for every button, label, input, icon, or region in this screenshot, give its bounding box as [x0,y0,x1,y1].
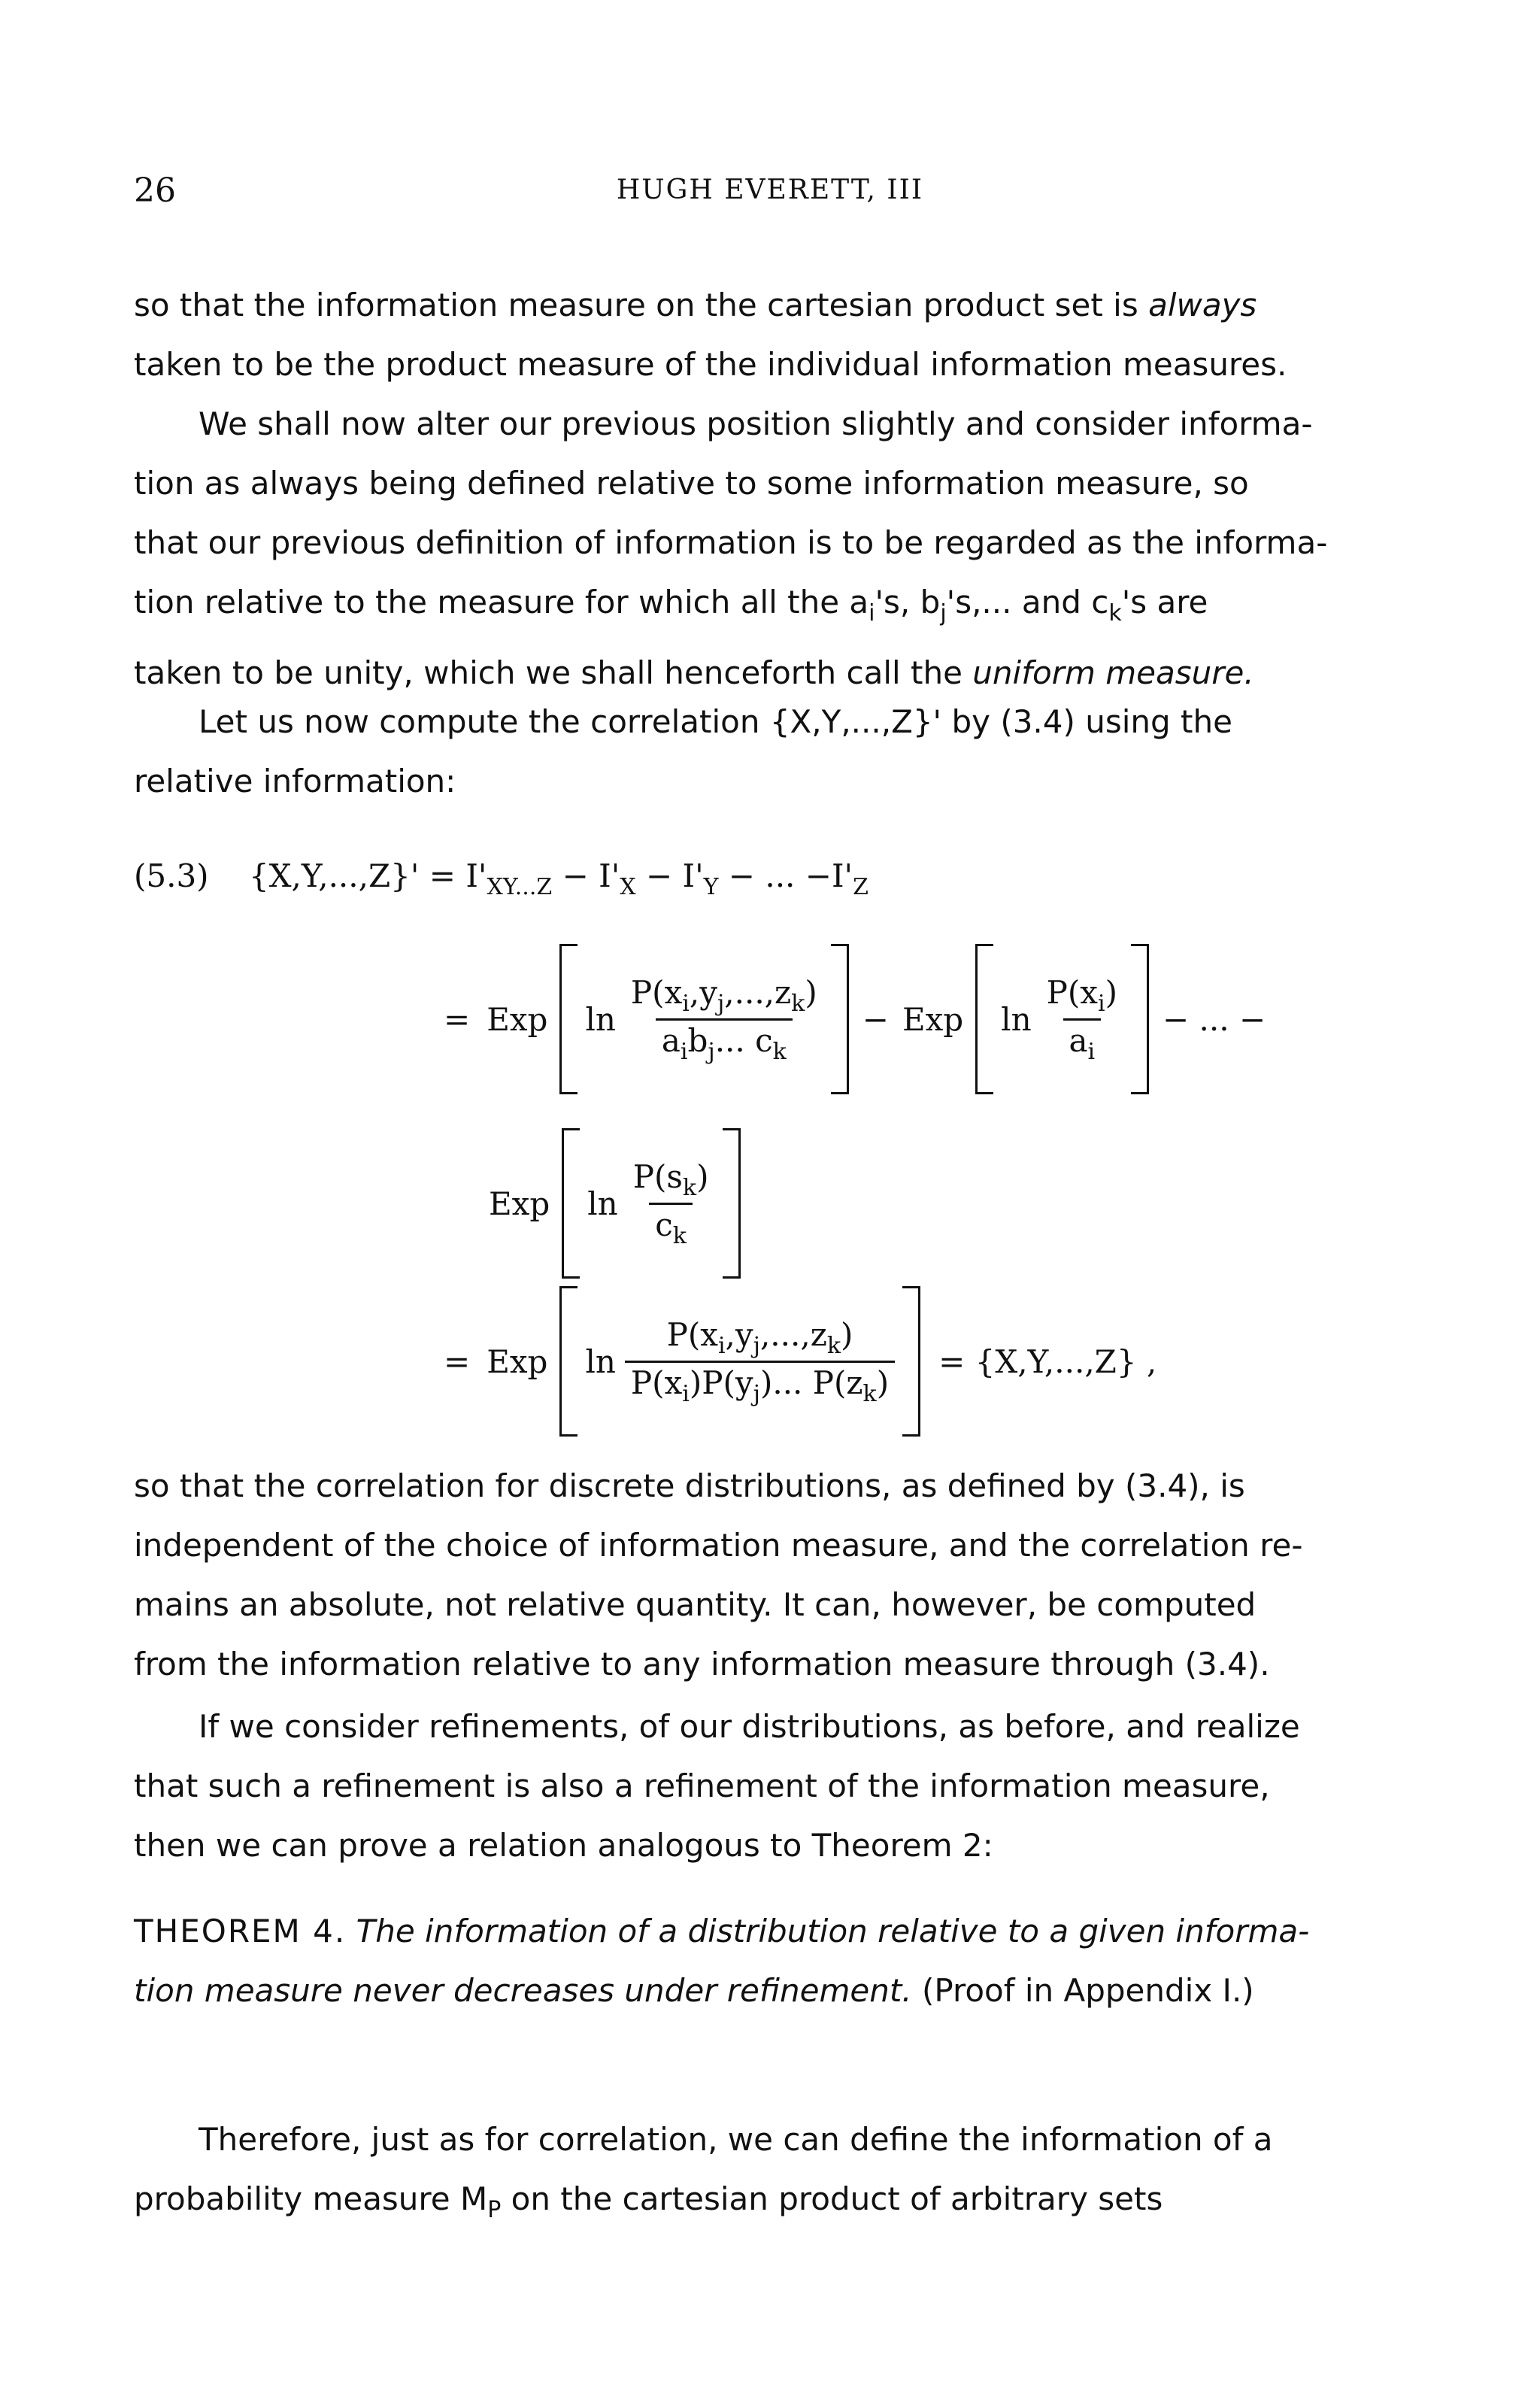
subscript: k [772,1038,787,1065]
text-line: If we consider refinements, of our distributions, as before, and realize [199,1708,1300,1745]
page-number: 26 [134,171,176,210]
paragraph-3 [134,692,1382,811]
text-line [134,572,1382,643]
text-line: that such a refinement is also a refinement of the information measure, [134,1767,1270,1804]
subscript: i [1087,1038,1096,1065]
math-span: ,...,z [724,973,792,1011]
math-span: b [687,1021,708,1059]
theorem-statement: The information of a distribution relative to a given informa- [346,1913,1310,1949]
equation-line-2 [444,944,1279,1094]
page-header [0,171,1540,217]
math-span: ) [841,1315,853,1353]
math-span: c [655,1206,673,1243]
text-line: mains an absolute, not relative quantity. It can, however, be computed [134,1586,1257,1623]
math-span: ... c [714,1021,773,1059]
paragraph-4 [134,1456,1382,1694]
equation-line-1 [134,857,869,900]
subscript: j [717,990,725,1017]
ln-operator: ln [587,1185,618,1222]
fraction [625,1316,895,1407]
right-bracket [831,944,849,1094]
denominator [625,1361,895,1407]
fraction [625,974,823,1065]
ln-operator: ln [585,1000,616,1038]
text-line: so that the correlation for discrete distributions, as defined by (3.4), is [134,1467,1245,1504]
math-span: ) [876,1364,890,1401]
math-span: ) [805,973,817,1011]
text-span: probability measure [134,2180,460,2217]
math-span: ,y [689,973,717,1011]
equation-lhs: {X,Y,...,Z}' = I' [248,857,487,894]
exp-operator: Exp [487,1343,548,1380]
text-line [134,1901,1382,1961]
subscript: j [753,1380,760,1407]
text-line [134,275,1382,335]
subscript: j [708,1038,715,1065]
emphasis: uniform measure. [972,654,1254,691]
text-span: so that the information measure on the cartesian product set is [134,287,1149,323]
exp-operator: Exp [487,1000,548,1038]
symbol-a: a [849,584,869,620]
text-line: Therefore, just as for correlation, we can define the information of a [199,2121,1273,2158]
subscript: k [682,1174,697,1201]
numerator [625,974,823,1018]
text-line [134,1961,1382,2020]
right-bracket [723,1128,741,1279]
math-span: − I' [635,857,704,894]
ln-operator: ln [1001,1000,1032,1038]
text-line: Let us now compute the correlation {X,Y,...,Z}' by (3.4) using the [199,703,1232,740]
theorem-4 [134,1901,1382,2020]
text-span: 's,... and [946,584,1092,620]
subscript: i [680,1038,688,1065]
numerator [1041,974,1123,1018]
bracket-group [559,944,848,1094]
symbol-b: b [920,584,941,620]
exp-operator: Exp [902,1000,964,1038]
numerator [661,1316,859,1361]
math-span: a [1069,1021,1088,1059]
math-span: )... P(z [759,1364,863,1401]
continuation: − ... − [1163,1000,1266,1038]
subscript: i [1098,990,1105,1017]
math-span: ) [696,1158,709,1195]
bracket-group [562,1128,740,1279]
subscript: Z [853,874,869,900]
paragraph-2 [134,394,1382,702]
running-head: HUGH EVERETT, III [616,174,924,205]
text-span: on the cartesian product of arbitrary sets [501,2180,1163,2217]
equation-line-4 [444,1286,1157,1437]
left-bracket [975,944,993,1094]
text-line: that our previous definition of information is to be regarded as the informa- [134,524,1328,561]
theorem-statement: tion measure never decreases under refinement. [134,1972,912,2009]
math-span: ,y [725,1315,753,1353]
theorem-label: THEOREM 4. [134,1913,347,1949]
math-span: − ... −I' [718,857,853,894]
text-line: then we can prove a relation analogous to Theorem 2: [134,1827,993,1864]
math-span: P(s [632,1158,683,1195]
ln-operator: ln [585,1343,616,1380]
left-bracket [559,1286,578,1437]
equation-number: (5.3) [134,857,209,894]
subscript: k [791,990,805,1017]
paragraph-5 [134,1697,1382,1875]
subscript: X [620,874,636,900]
text-span: 's are [1121,584,1208,620]
symbol-c: c [1091,584,1109,620]
math-span: P(x [1046,973,1098,1011]
text-span: taken to be unity, which we shall henceforth call the [134,654,973,691]
equation-result: = {X,Y,...,Z} , [938,1343,1157,1380]
math-span: ,...,z [759,1315,827,1353]
minus-sign: − [862,1000,889,1038]
math-span: P(x [630,1364,683,1401]
subscript: XY...Z [487,874,553,900]
denominator [656,1018,793,1065]
math-span: a [661,1021,681,1059]
paragraph-1 [134,275,1382,394]
text-line: tion as always being defined relative to some information measure, so [134,465,1249,502]
left-bracket [559,944,578,1094]
subscript: i [682,990,690,1017]
equals-sign: = [444,1343,471,1380]
denominator [1063,1018,1102,1065]
emphasis: always [1148,287,1257,323]
text-line: independent of the choice of information measure, and the correlation re- [134,1527,1303,1564]
bracket-group [975,944,1149,1094]
subscript: P [487,2197,502,2223]
subscript: j [753,1332,760,1359]
subscript: i [682,1380,690,1407]
numerator [627,1158,715,1203]
right-bracket [902,1286,920,1437]
math-span: ) [1105,973,1117,1011]
text-span: 's, [875,584,920,620]
text-line [134,2169,1382,2240]
text-span: tion relative to the measure for which all the [134,584,850,620]
subscript: Y [703,874,719,900]
subscript: k [672,1222,687,1249]
math-span: − I' [552,857,620,894]
fraction [627,1158,715,1249]
subscript: k [826,1332,841,1359]
left-bracket [562,1128,580,1279]
subscript: j [940,600,947,627]
symbol-m: M [459,2180,488,2217]
bracket-group [559,1286,920,1437]
text-line: relative information: [134,763,456,799]
paragraph-6 [134,2110,1382,2240]
equation-line-3 [489,1128,741,1279]
math-span: P(x [630,973,683,1011]
text-line: taken to be the product measure of the individual information measures. [134,346,1287,383]
math-span: )P(y [689,1364,753,1401]
subscript: k [1108,600,1122,627]
proof-reference: (Proof in Appendix I.) [911,1972,1254,2009]
text-line: from the information relative to any information measure through (3.4). [134,1646,1270,1682]
exp-operator: Exp [489,1185,550,1222]
subscript: i [717,1332,726,1359]
right-bracket [1131,944,1149,1094]
subscript: k [862,1380,877,1407]
subscript: i [869,600,875,627]
equals-sign: = [444,1000,471,1038]
math-span: P(x [666,1315,718,1353]
denominator [649,1203,693,1249]
fraction [1041,974,1123,1065]
text-line: We shall now alter our previous position slightly and consider informa- [199,405,1313,442]
